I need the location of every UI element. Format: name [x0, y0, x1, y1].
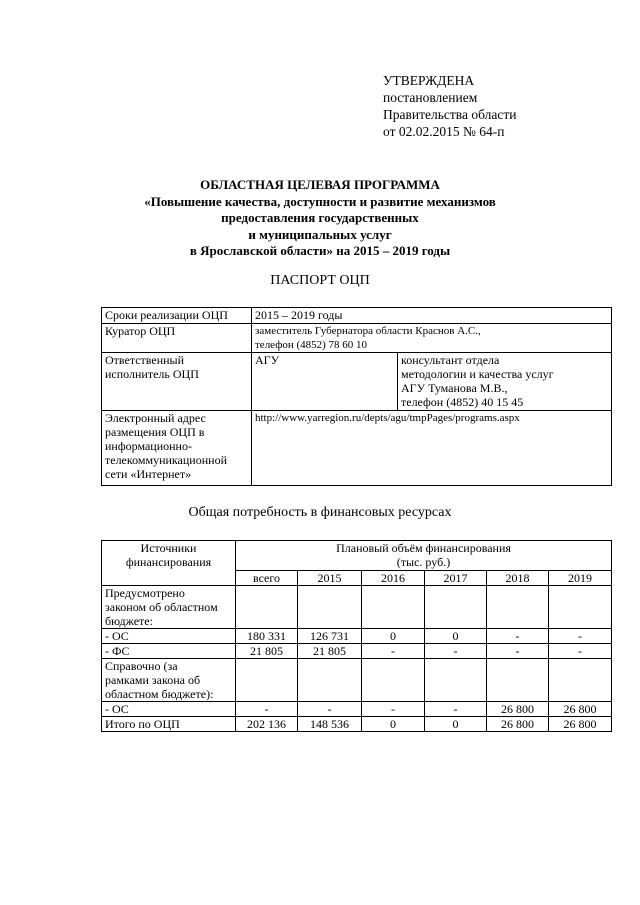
table-cell: -	[425, 702, 487, 717]
passport-label: Куратор ОЦП	[102, 324, 252, 353]
table-cell: 26 800	[549, 702, 612, 717]
contact-line: консультант отдела	[401, 353, 500, 367]
table-cell: 21 805	[236, 644, 298, 659]
plan-header	[236, 541, 612, 571]
label-line: Ответственный	[105, 353, 185, 367]
label-line: информационно-	[105, 439, 192, 453]
table-cell: -	[549, 644, 612, 659]
label-line: законом об областном	[105, 600, 218, 614]
table-cell	[298, 659, 362, 702]
approval-line: постановлением	[383, 90, 478, 105]
sources-header	[102, 541, 236, 586]
year-header: 2015	[298, 571, 362, 586]
table-row	[102, 659, 612, 702]
label-line: - ОС	[105, 629, 129, 643]
contact-line: методологии и качества услуг	[401, 367, 554, 381]
passport-label	[102, 353, 252, 411]
title-line: ОБЛАСТНАЯ ЦЕЛЕВАЯ ПРОГРАММА	[200, 177, 440, 192]
value-line: заместитель Губернатора области Краснов А.С.,	[255, 325, 481, 337]
table-cell: 0	[425, 629, 487, 644]
table-cell: -	[425, 644, 487, 659]
passport-org: АГУ	[252, 353, 398, 411]
table-cell	[236, 659, 298, 702]
label-line: Справочно (за	[105, 659, 178, 673]
row-label	[102, 717, 236, 732]
table-cell: 0	[362, 717, 425, 732]
table-row	[102, 411, 612, 486]
passport-value: 2015 – 2019 годы	[252, 308, 612, 324]
table-cell	[487, 659, 549, 702]
passport-value	[252, 324, 612, 353]
row-label	[102, 629, 236, 644]
label-line: Итого по ОЦП	[105, 717, 180, 731]
table-cell: -	[362, 702, 425, 717]
title-line: предоставления государственных	[221, 210, 419, 225]
table-cell: 0	[362, 629, 425, 644]
table-row	[102, 644, 612, 659]
table-cell	[549, 586, 612, 629]
label-line: рамками закона об	[105, 673, 201, 687]
label-line: бюджете:	[105, 614, 153, 628]
header-line: Источники	[140, 541, 197, 555]
table-cell: -	[362, 644, 425, 659]
header-line: (тыс. руб.)	[396, 555, 451, 569]
table-cell: 26 800	[487, 717, 549, 732]
title-line: в Ярославской области» на 2015 – 2019 годы	[189, 243, 451, 258]
year-header: 2019	[549, 571, 612, 586]
label-line: исполнитель ОЦП	[105, 367, 199, 381]
program-url: http://www.yarregion.ru/depts/agu/tmpPages/programs.aspx	[252, 411, 612, 486]
table-cell: 26 800	[487, 702, 549, 717]
passport-table	[101, 307, 612, 486]
table-cell	[549, 659, 612, 702]
table-row	[102, 717, 612, 732]
title-line: «Повышение качества, доступности и развитие механизмов	[144, 193, 496, 209]
table-cell: 21 805	[298, 644, 362, 659]
table-row	[102, 308, 612, 324]
table-cell: 180 331	[236, 629, 298, 644]
year-header: 2017	[425, 571, 487, 586]
passport-label	[102, 411, 252, 486]
table-row	[102, 324, 612, 353]
contact-line: телефон (4852) 40 15 45	[401, 395, 524, 409]
table-cell: -	[298, 702, 362, 717]
finance-heading: Общая потребность в финансовых ресурсах	[188, 505, 452, 520]
approval-line: от 02.02.2015 № 64-п	[383, 124, 505, 139]
table-cell: 148 536	[298, 717, 362, 732]
table-cell: 26 800	[549, 717, 612, 732]
finance-table	[101, 540, 612, 732]
table-row	[102, 586, 612, 629]
passport-heading: ПАСПОРТ ОЦП	[270, 273, 370, 288]
contact-line: АГУ Туманова М.В.,	[401, 381, 508, 395]
row-label	[102, 659, 236, 702]
header-line: Плановый объём финансирования	[336, 541, 511, 555]
table-header-row	[102, 541, 612, 571]
label-line: - ОС	[105, 702, 129, 716]
table-cell: 202 136	[236, 717, 298, 732]
table-cell: -	[487, 629, 549, 644]
table-cell: 126 731	[298, 629, 362, 644]
year-header: 2018	[487, 571, 549, 586]
label-line: областном бюджете):	[105, 687, 214, 701]
header-line: финансирования	[125, 555, 212, 569]
table-cell	[425, 586, 487, 629]
table-cell	[425, 659, 487, 702]
label-line: Предусмотрено	[105, 586, 185, 600]
table-cell: -	[487, 644, 549, 659]
row-label	[102, 644, 236, 659]
table-cell: 0	[425, 717, 487, 732]
approval-line: Правительства области	[383, 107, 517, 122]
table-row	[102, 629, 612, 644]
approval-block	[383, 72, 516, 140]
year-header: всего	[236, 571, 298, 586]
year-header: 2016	[362, 571, 425, 586]
table-cell: -	[549, 629, 612, 644]
table-cell	[362, 586, 425, 629]
row-label	[102, 586, 236, 629]
table-row	[102, 702, 612, 717]
label-line: сети «Интернет»	[105, 467, 192, 481]
label-line: телекоммуникационной	[105, 453, 227, 467]
label-line: - ФС	[105, 644, 130, 658]
label-line: Электронный адрес	[105, 411, 206, 425]
approval-line: УТВЕРЖДЕНА	[383, 73, 475, 88]
table-cell	[487, 586, 549, 629]
table-cell: -	[236, 702, 298, 717]
table-row	[102, 353, 612, 411]
passport-label: Сроки реализации ОЦП	[102, 308, 252, 324]
table-cell	[236, 586, 298, 629]
table-cell	[362, 659, 425, 702]
passport-contact	[398, 353, 612, 411]
table-cell	[298, 586, 362, 629]
value-line: телефон (4852) 78 60 10	[255, 339, 368, 351]
label-line: размещения ОЦП в	[105, 425, 205, 439]
row-label	[102, 702, 236, 717]
title-line: и муниципальных услуг	[248, 226, 392, 242]
document-title	[0, 177, 640, 260]
